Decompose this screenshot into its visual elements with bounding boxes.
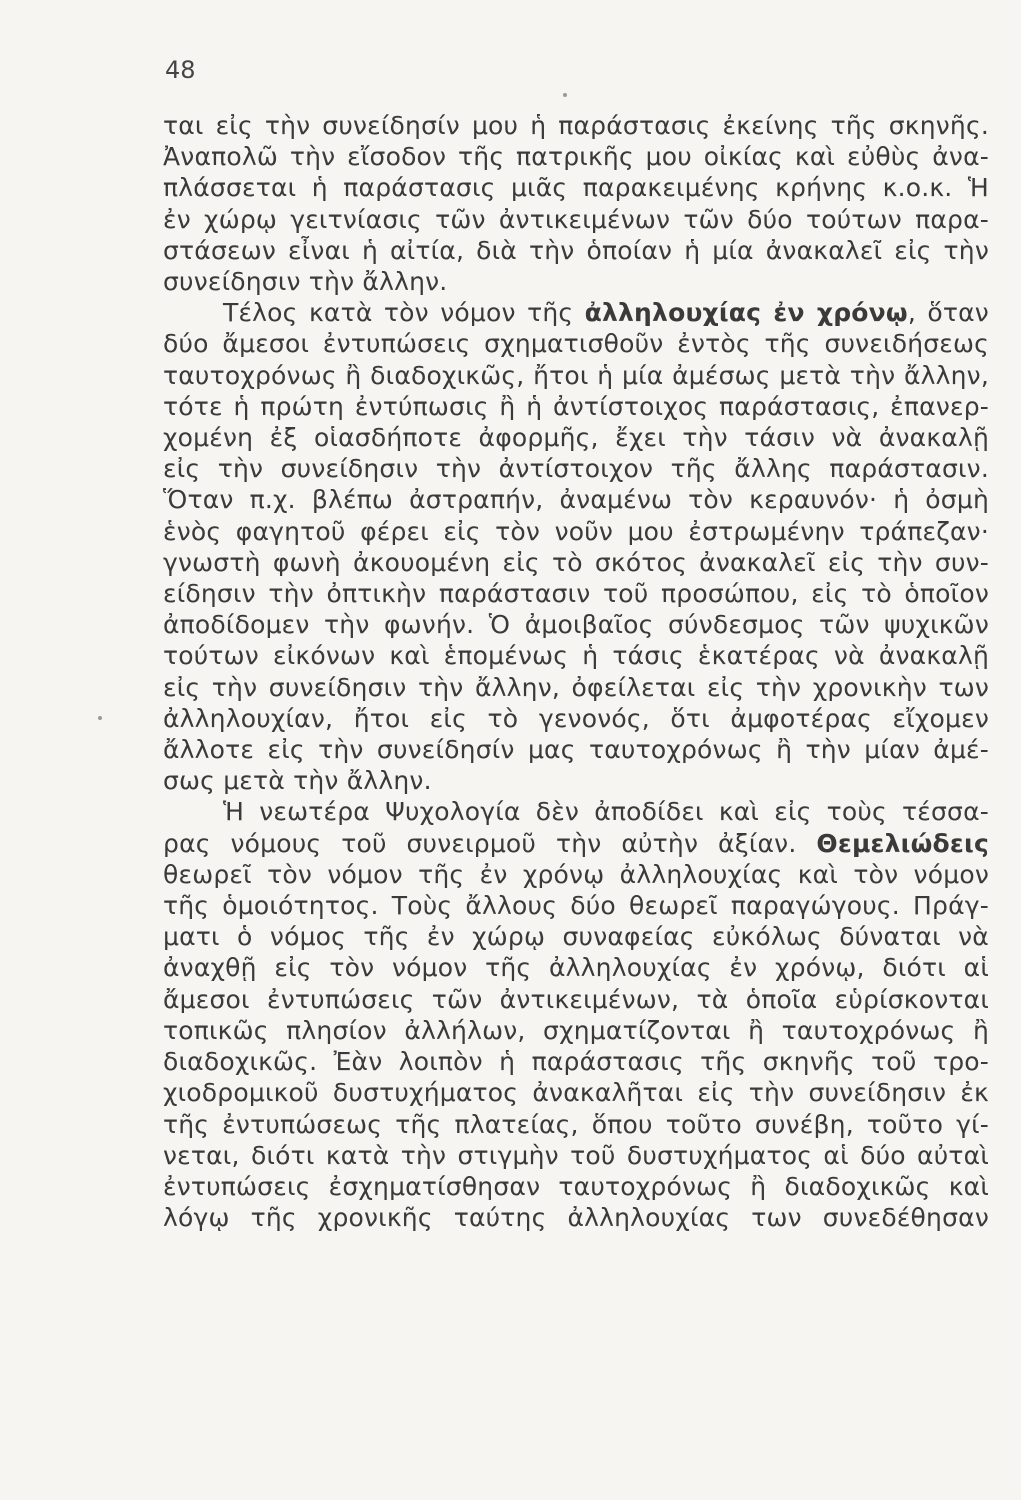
- text-line: Ἡ νεωτέρα Ψυχολογία δὲν ἀποδίδει καὶ εἰς τοὺς τέσσα-: [223, 797, 989, 827]
- text-line: [163, 828, 989, 859]
- ink-speck: [98, 716, 102, 720]
- text-line: τῆς ὁμοιότητος. Τοὺς ἄλλους δύο θεωρεῖ παραγώγους. Πράγ-: [163, 891, 989, 921]
- text-line: τῆς ἐντυπώσεως τῆς πλατείας, ὅπου τοῦτο συνέβη, τοῦτο γί-: [163, 1109, 989, 1139]
- page-number: 48: [165, 56, 196, 84]
- text-line: ἀποδίδομεν τὴν φωνήν. Ὁ ἀμοιβαῖος σύνδεσμος τῶν ψυχικῶν: [163, 610, 989, 640]
- text-line: ἄμεσοι ἐντυπώσεις τῶν ἀντικειμένων, τὰ ὁποῖα εὑρίσκονται: [163, 984, 989, 1014]
- text-line: εἰς τὴν συνείδησιν τὴν ἄλλην, ὀφείλεται εἰς τὴν χρονικὴν των: [163, 672, 989, 702]
- text-span: Τέλος κατὰ τὸν νόμον τῆς: [223, 298, 585, 328]
- text-line: πλάσσεται ἡ παράστασις μιᾶς παρακειμένης κρήνης κ.ο.κ. Ἡ: [163, 173, 989, 203]
- text-line: εἰς τὴν συνείδησιν τὴν ἀντίστοιχον τῆς ἄλλης παράστασιν.: [163, 454, 989, 484]
- text-line: Ἀναπολῶ τὴν εἴσοδον τῆς πατρικῆς μου οἰκίας καὶ εὐθὺς ἀνα-: [163, 142, 989, 172]
- text-line: σως μετὰ τὴν ἄλλην.: [163, 766, 432, 796]
- text-line: ται εἰς τὴν συνείδησίν μου ἡ παράστασις ἐκείνης τῆς σκηνῆς.: [163, 111, 989, 140]
- text-line: διαδοχικῶς. Ἐὰν λοιπὸν ἡ παράστασις τῆς σκηνῆς τοῦ τρο-: [163, 1047, 989, 1077]
- text-line: στάσεων εἶναι ἡ αἰτία, διὰ τὴν ὁποίαν ἡ μία ἀνακαλεῖ εἰς τὴν: [163, 235, 989, 265]
- text-line: τοπικῶς πλησίον ἀλλήλων, σχηματίζονται ἢ ταυτοχρόνως ἢ: [163, 1015, 989, 1045]
- text-line: ἀναχθῇ εἰς τὸν νόμον τῆς ἀλληλουχίας ἐν χρόνῳ, διότι αἱ: [163, 953, 989, 983]
- text-line: γνωστὴ φωνὴ ἀκουομένη εἰς τὸ σκότος ἀνακαλεῖ εἰς τὴν συν-: [163, 547, 989, 577]
- emphasized-term: Θεμελιώδεις: [816, 828, 989, 858]
- emphasized-term: ἀλληλουχίας ἐν χρόνῳ: [584, 298, 908, 328]
- text-line: ἐντυπώσεις ἐσχηματίσθησαν ταυτοχρόνως ἢ διαδοχικῶς καὶ: [163, 1171, 989, 1201]
- text-line: είδησιν τὴν ὀπτικὴν παράστασιν τοῦ προσώπου, εἰς τὸ ὁποῖον: [163, 579, 989, 609]
- text-line: ἐν χώρῳ γειτνίασις τῶν ἀντικειμένων τῶν δύο τούτων παρα-: [163, 204, 989, 234]
- text-line: ἑνὸς φαγητοῦ φέρει εἰς τὸν νοῦν μου ἐστρωμένην τράπεζαν·: [163, 516, 989, 546]
- text-line: ματι ὁ νόμος τῆς ἐν χώρῳ συναφείας εὐκόλως δύναται νὰ: [163, 922, 989, 952]
- text-line: συνείδησιν τὴν ἄλλην.: [163, 267, 448, 297]
- text-line: νεται, διότι κατὰ τὴν στιγμὴν τοῦ δυστυχήματος αἱ δύο αὐταὶ: [163, 1140, 989, 1170]
- text-line: ἀλληλουχίαν, ἤτοι εἰς τὸ γενονός, ὅτι ἀμφοτέρας εἴχομεν: [163, 703, 989, 733]
- text-line: Ὅταν π.χ. βλέπω ἀστραπήν, ἀναμένω τὸν κεραυνόν· ἡ ὀσμὴ: [163, 485, 989, 515]
- text-line: τότε ἡ πρώτη ἐντύπωσις ἢ ἡ ἀντίστοιχος παράστασις, ἐπανερ-: [163, 391, 989, 421]
- body-text: [163, 110, 989, 1233]
- ink-speck: [563, 93, 567, 97]
- text-line: [163, 297, 989, 328]
- text-span: , ὅταν: [907, 298, 989, 328]
- text-line: θεωρεῖ τὸν νόμον τῆς ἐν χρόνῳ ἀλληλουχίας καὶ τὸν νόμον: [163, 859, 989, 889]
- text-line: ταυτοχρόνως ἢ διαδοχικῶς, ἤτοι ἡ μία ἀμέσως μετὰ τὴν ἄλλην,: [163, 360, 989, 390]
- text-line: χιοδρομικοῦ δυστυχήματος ἀνακαλῆται εἰς τὴν συνείδησιν ἐκ: [163, 1078, 989, 1108]
- text-span: ρας νόμους τοῦ συνειρμοῦ τὴν αὐτὴν ἀξίαν.: [163, 828, 817, 858]
- text-line: χομένη ἐξ οἱασδήποτε ἀφορμῆς, ἔχει τὴν τάσιν νὰ ἀνακαλῇ: [163, 423, 989, 453]
- text-line: λόγῳ τῆς χρονικῆς ταύτης ἀλληλουχίας των συνεδέθησαν: [163, 1203, 989, 1233]
- text-line: ἄλλοτε εἰς τὴν συνείδησίν μας ταυτοχρόνως ἢ τὴν μίαν ἀμέ-: [163, 735, 989, 765]
- text-line: δύο ἄμεσοι ἐντυπώσεις σχηματισθοῦν ἐντὸς τῆς συνειδήσεως: [163, 329, 989, 359]
- text-line: τούτων εἰκόνων καὶ ἑπομένως ἡ τάσις ἑκατέρας νὰ ἀνακαλῇ: [163, 641, 989, 671]
